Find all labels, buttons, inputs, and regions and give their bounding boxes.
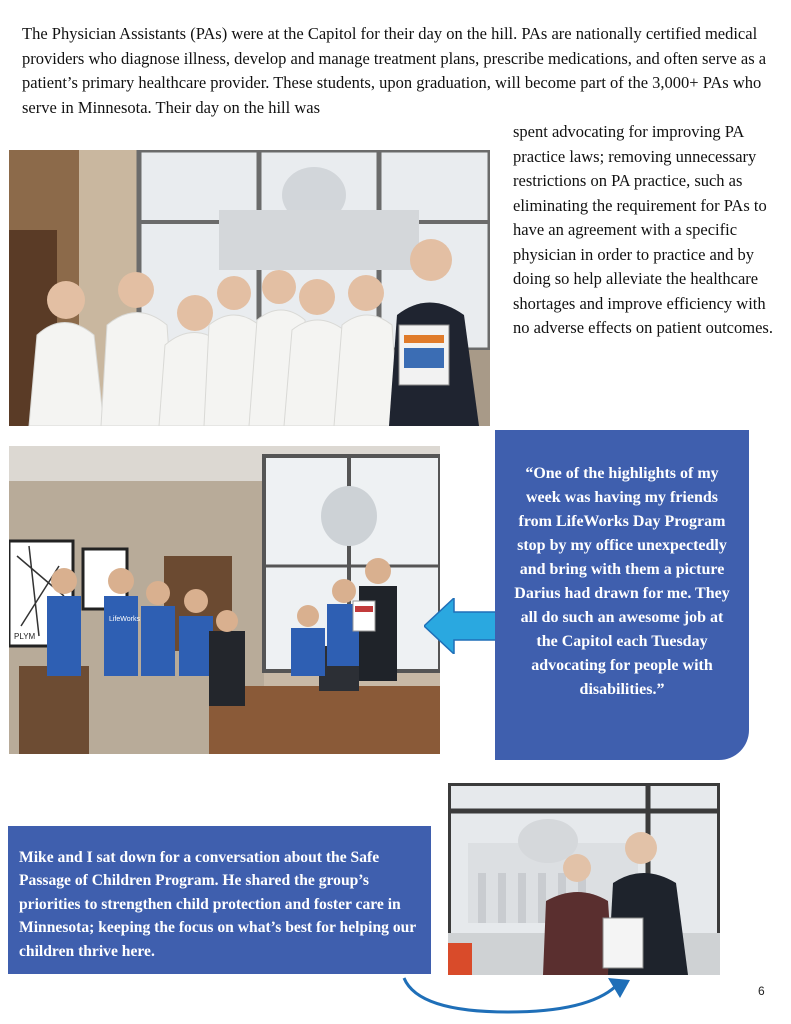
curved-arrow-icon bbox=[398, 972, 638, 1018]
page-number: 6 bbox=[758, 984, 765, 998]
meeting-box bbox=[8, 826, 431, 974]
intro-paragraph: The Physician Assistants (PAs) were at the Capitol for their day on the hill. PAs are nationally certified medical providers who diagnose illness, develop and manage treatment plans, prescribe medications, and often serve as a patient’s primary healthcare provider. These students, upon graduation, will become part of the 3,000+ PAs who serve in Minnesota. Their day on the hill was bbox=[22, 24, 767, 117]
left-arrow-icon bbox=[424, 598, 506, 654]
quote-text: “One of the highlights of my week was having my friends from LifeWorks Day Program stop by my office unexpectedly and bring with them a picture Darius had drawn for me. They all do such an awesome job at the Capitol each Tuesday advocating for people with disabilities.” bbox=[514, 465, 730, 698]
wall-map-label: PLYM bbox=[14, 632, 36, 641]
shirt-text: LifeWorks bbox=[109, 616, 140, 623]
photo-meeting-mike bbox=[448, 783, 720, 975]
meeting-text: Mike and I sat down for a conversation about the Safe Passage of Children Program. He shared the group’s priorities to strengthen child protection and foster care in Minnesota; keeping the focus on what’s best for helping our children thrive here. bbox=[19, 849, 416, 960]
photo-pa-students bbox=[9, 150, 490, 426]
quote-box bbox=[495, 430, 749, 760]
photo-lifeworks-visit bbox=[9, 446, 440, 754]
continuation-paragraph: spent advocating for improving PA practice laws; removing unnecessary restrictions on PA practice, such as eliminating the requirement for PAs to have an agreement with a specific physician in order to practice and by doing so help alleviate the healthcare shortages and improve efficiency with no adverse effects on patient outcomes. bbox=[513, 122, 773, 337]
